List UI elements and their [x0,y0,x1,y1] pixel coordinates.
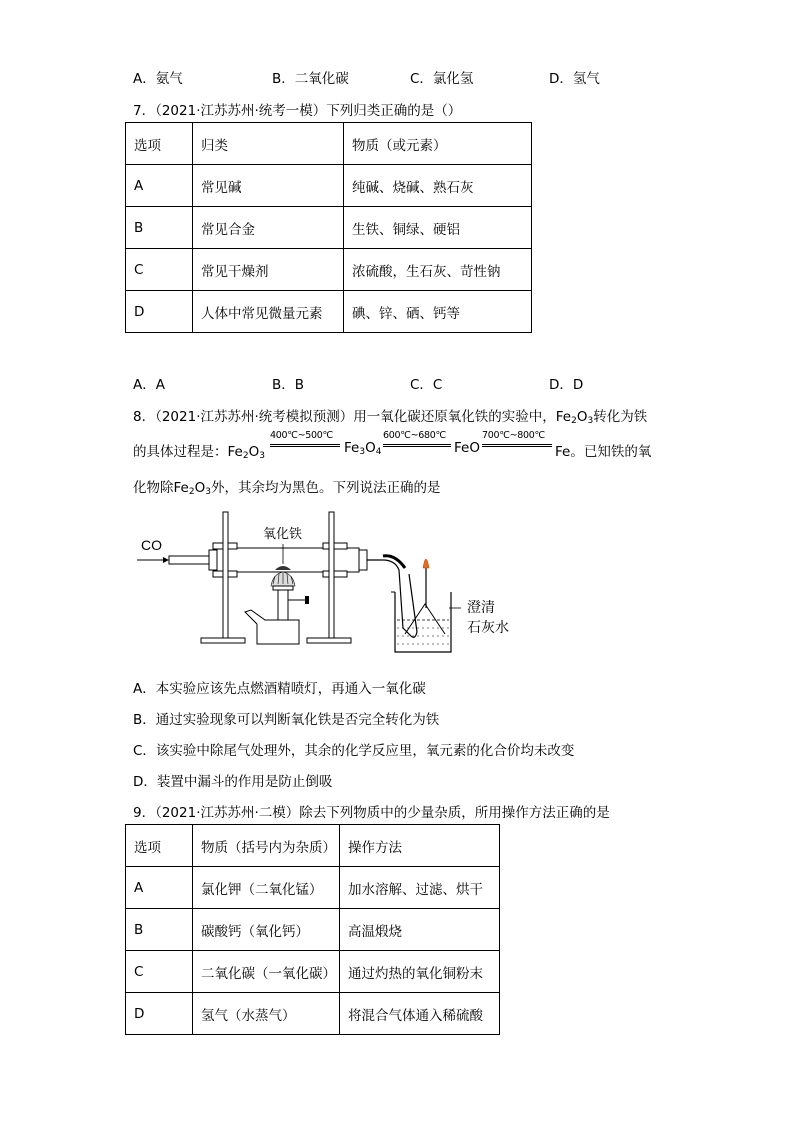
reaction-condition-1: 400℃~500℃ [270,430,333,441]
q8-option-c: C．该实验中除尾气处理外，其余的化学反应里，氧元素的化合价均未改变 [133,743,575,759]
beaker [395,592,451,652]
valve-knob [305,596,309,604]
table-cell: B [126,207,193,249]
clamp [323,543,347,549]
formula-fe2o3: $Fe_2O_3$ [227,444,265,461]
table-cell: 常见碱 [193,165,344,207]
limewater-label-2: 石灰水 [467,620,509,636]
reaction-arrow-1 [270,444,340,445]
q8-stem-text: 转化为铁 [593,409,648,425]
right-stopper [359,550,367,570]
table-cell: 常见干燥剂 [193,249,344,291]
table-cell: 浓硫酸，生石灰、苛性钠 [344,249,532,291]
table-row [126,993,500,1035]
reaction-arrow-3b [482,446,552,447]
q8-stem-line3 [133,476,440,497]
q7-option-a: A．A [133,377,165,393]
table-cell: 碘、锌、硒、钙等 [344,291,532,333]
q8-stem-line1 [133,405,647,426]
table-cell: 氢气（水蒸气） [193,993,340,1035]
table-row [126,207,532,249]
table-row [126,291,532,333]
table-cell: C [126,951,193,993]
table-cell: D [126,291,193,333]
table-row [126,951,500,993]
q8-option-d: D．装置中漏斗的作用是防止倒吸 [133,774,333,790]
table-header-row [126,123,532,165]
formula-fe2o3: $Fe_2O_3$ [555,409,594,426]
header-cell: 归类 [193,123,344,165]
q9-stem: 9．（2021·江苏苏州·二模）除去下列物质中的少量杂质，所用操作方法正确的是 [133,805,610,821]
stand-rod-right [329,512,334,640]
q6-option-b: B．二氧化碳 [272,71,349,87]
table-cell: 纯碱、烧碱、熟石灰 [344,165,532,207]
table-cell: 二氧化碳（一氧化碳） [193,951,340,993]
reaction-arrow-3 [482,444,552,445]
header-cell: 选项 [126,825,193,867]
q8-line2-prefix-text: 的具体过程是： [133,444,228,460]
reaction-arrow-2 [383,444,451,445]
table-cell: 生铁、铜绿、硬铝 [344,207,532,249]
q6-option-c: C．氯化氢 [410,71,474,87]
formula-fe3o4: $Fe_3O_4$ [344,440,382,457]
reaction-arrow-2b [383,446,451,447]
table-cell: 加水溶解、过滤、烘干 [340,867,500,909]
table-cell: A [126,867,193,909]
table-cell: 高温煅烧 [340,909,500,951]
q8-line2-suffix: Fe。已知铁的氧 [555,444,652,460]
table-row [126,165,532,207]
iron-oxide-label: 氧化铁 [263,527,303,542]
table-cell: 通过灼热的氧化铜粉末 [340,951,500,993]
alcohol-blast-lamp [257,620,299,644]
q8-line3-text: 外，其余均为黑色。下列说法正确的是 [210,480,441,496]
limewater-label-1: 澄清 [467,600,495,616]
co-reduction-apparatus-diagram [133,508,533,660]
table-cell: A [126,165,193,207]
table-row [126,909,500,951]
funnel [405,604,445,634]
reaction-condition-3: 700℃~800℃ [482,430,545,441]
table-row [126,867,500,909]
q8-option-a: A．本实验应该先点燃酒精喷灯，再通入一氧化碳 [133,681,426,697]
clamp [323,571,347,577]
left-stopper [209,550,217,570]
table-cell: D [126,993,193,1035]
q8-line2-suffix-text: 。已知铁的氧 [570,444,652,460]
lamp-tube [278,590,288,620]
q7-stem: 7．（2021·江苏苏州·统考一模）下列归类正确的是（） [133,103,462,119]
table-cell: 人体中常见微量元素 [193,291,344,333]
table-cell: C [126,249,193,291]
formula-feo: FeO [454,440,480,456]
table-cell: 常见合金 [193,207,344,249]
table-row [126,249,532,291]
outlet-tube [367,560,417,637]
co-label: CO [141,537,162,553]
q6-option-a: A．氨气 [133,71,183,87]
lamp-nozzle [273,586,293,590]
header-cell: 物质（括号内为杂质） [193,825,340,867]
stand-base-right [307,638,351,643]
table-header-row [126,825,500,867]
table-cell: 氯化钾（二氧化锰） [193,867,340,909]
header-cell: 操作方法 [340,825,500,867]
q7-option-b: B．B [272,377,305,393]
q7-table [125,122,532,333]
formula-fe2o3: $Fe_2O_3$ [173,480,211,497]
rubber-hose [383,556,405,568]
reaction-condition-2: 600℃~680℃ [383,430,446,441]
tail-gas-flame-icon [423,559,429,568]
header-cell: 物质（或元素） [344,123,532,165]
q6-option-d: D．氢气 [549,71,600,87]
header-cell: 选项 [126,123,193,165]
q9-table [125,824,500,1035]
q8-line3-text: 化物除 [133,480,174,496]
stand-rod-left [223,512,228,640]
table-cell: 将混合气体通入稀硫酸 [340,993,500,1035]
q7-option-c: C．C [410,377,443,393]
q8-stem-text: 8．（2021·江苏苏州·统考模拟预测）用一氧化碳还原氧化铁的实验中， [133,409,556,425]
q8-option-b: B．通过实验现象可以判断氧化铁是否完全转化为铁 [133,712,440,728]
reaction-arrow-1b [270,446,340,447]
stand-base-left [201,638,245,643]
table-cell: 碳酸钙（氧化钙） [193,909,340,951]
q7-option-d: D．D [549,377,584,393]
arrowhead-icon [163,557,169,563]
table-cell: B [126,909,193,951]
q8-stem-line2-prefix [133,440,265,461]
inlet-tube [169,556,209,564]
